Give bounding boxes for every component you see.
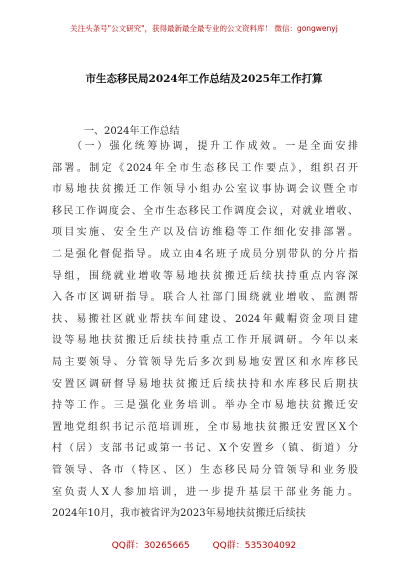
body-line: 部署。制定《2024年全市生态移民工作要点》，组织召开 [52,162,358,174]
body-text [52,136,358,525]
qq-group-2: QQ群：535304092 [212,541,297,551]
body-line: 置地党组织书记示范培训班，全市易地扶贫搬迁安置区X个 [52,421,358,433]
body-line: 移民工作调度会、全市生态移民工作调度会议，对就业增收、 [52,205,358,217]
top-banner: 关注头条号"公文研究"，获得最新最全最专业的公文资料库！ 微信：gongwenyj [70,24,338,33]
body-line: 管领导、各市（特区、区）生态移民局分管领导和业务股 [52,464,358,476]
body-line: 2024年10月，我市被省评为2023年易地扶贫搬迁后续扶 [52,508,306,520]
body-line: 室负责人X人参加培训，进一步提升基层干部业务能力。 [52,486,358,498]
body-line: 安置区调研督导易地扶贫搬迁后续扶持和水库移民后期扶 [52,378,358,390]
body-line: 村（居）支部书记或第一书记、X个安置乡（镇、街道）分 [52,443,358,455]
body-line: 市易地扶贫搬迁工作领导小组办公室议事协调会议暨全市 [52,184,358,196]
body-line: 扶、易搬社区就业帮扶车间建设、2024年戴帽资金项目建 [52,313,358,325]
page-title: 市生态移民局2024年工作总结及2025年工作打算 [85,73,323,85]
section-heading: 一、2024年工作总结 [84,126,180,137]
body-line: 设等易地扶贫搬迁后续扶持重点工作开展调研。今年以来 [52,335,358,347]
body-line: （一）强化统筹协调，提升工作成效。一是全面安排 [72,141,358,152]
body-line: 导组，围绕就业增收等易地扶贫搬迁后续扶持重点内容深 [52,270,358,282]
body-line: 局主要领导、分管领导先后多次到易地安置区和水库移民 [52,356,358,368]
body-line: 项目实施、安全生产以及信访维稳等工作细化安排部署。 [52,227,358,239]
body-line: 持等工作。三是强化业务培训。举办全市易地扶贫搬迁安 [52,400,358,412]
body-line: 二是强化督促指导。成立由4名班子成员分别带队的分片指 [52,248,358,260]
body-line: 入各市区调研指导。联合人社部门围绕就业增收、监测帮 [52,292,358,304]
qq-group-1: QQ群：30265665 [111,541,190,551]
bottom-banner [0,538,408,551]
